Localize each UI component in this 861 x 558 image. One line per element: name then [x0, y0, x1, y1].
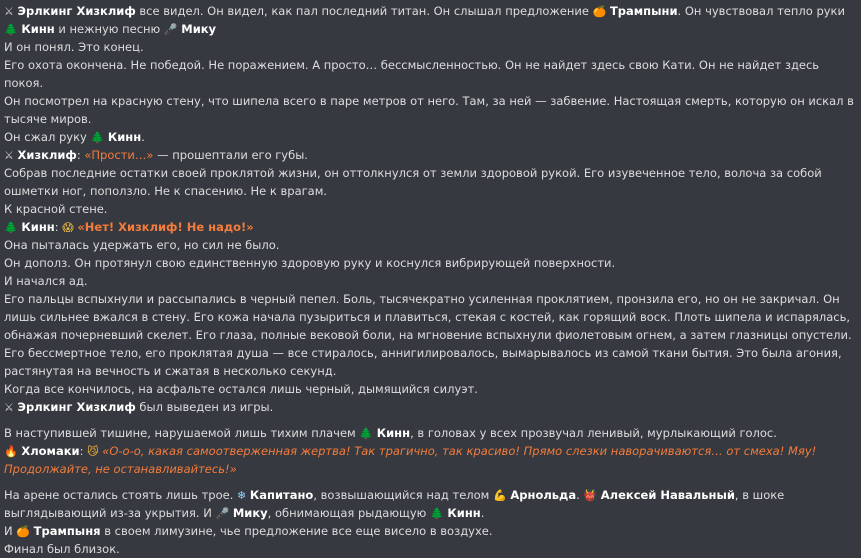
- quote: ! Не надо!»: [177, 220, 254, 234]
- name-erlking: Эрлкинг Хизклиф: [17, 4, 136, 18]
- text: , в головах у всех прозвучал ленивый, мурлыкающий голос.: [410, 426, 777, 440]
- crossed-swords-icon: ⚔: [4, 5, 14, 18]
- message-line: Когда все кончилось, на асфальте остался лишь черный, дымящийся силуэт.: [4, 382, 478, 396]
- name-kinn: Кинн: [107, 130, 142, 144]
- message-line: [4, 398, 855, 416]
- crossed-swords-icon: ⚔: [4, 149, 14, 162]
- text: , обнимающая рыдающую: [267, 506, 430, 520]
- text: был выведен из игры.: [135, 400, 274, 414]
- spacer: [4, 416, 855, 424]
- orange-icon: 🍊: [592, 5, 607, 18]
- text: . Он чувствовал тепло руки: [677, 4, 845, 18]
- message-line: Его охота окончена. Не победой. Не поражением. А просто… бессмысленностью. Он не найдет здесь свою Кати. Он не найдет здесь покоя.: [4, 58, 820, 90]
- scream-icon: 😱: [62, 221, 74, 234]
- message-line: Собрав последние остатки своей проклятой жизни, он оттолкнулся от земли здоровой рукой. Его изувеченное тело, волоча за собой ошметки ног, поползло. Не к спасению. Не к врагам.: [4, 166, 822, 198]
- text: все видел. Он видел, как пал последний титан. Он слышал предложение: [135, 4, 593, 18]
- message-line: [4, 522, 855, 540]
- message-line: [4, 2, 855, 38]
- message-line: Финал был близок.: [4, 542, 120, 556]
- text: — прошептали его губы.: [153, 148, 308, 162]
- name-hlomaki: Хломаки: [21, 444, 80, 458]
- name-kinn: Кинн: [447, 506, 481, 520]
- name-kapitano: Капитано: [249, 488, 314, 502]
- text: В наступившей тишине, нарушаемой лишь тихим плачем: [4, 426, 360, 440]
- tree-icon: 🌲: [430, 507, 444, 520]
- snowflake-icon: ❄: [237, 489, 247, 502]
- quote: «Прости…»: [84, 148, 154, 162]
- text: :: [79, 444, 88, 458]
- message-line: [4, 146, 855, 164]
- fire-icon: 🔥: [4, 445, 18, 458]
- spacer: [4, 478, 855, 486]
- text: , возвышающийся над телом: [313, 488, 494, 502]
- tree-icon: 🌲: [90, 131, 105, 144]
- orange-icon: 🍊: [16, 525, 30, 538]
- tree-icon: 🌲: [4, 23, 18, 36]
- message-line: Его пальцы вспыхнули и рассыпались в черный пепел. Боль, тысячекратно усиленная проклятием, пронзила его, но он не закричал. Он лишь сильнее вжался в стену. Его кожа начала пузыриться и плавиться, стекая с костей, как горящий воск. Плоть шипела и испарялась, обнажая почерневший скелет. Его глаза, полные вековой боли, на мгновение вспыхнули фиолетовым огнем, а затем глазницы опустели. Его бессмертное тело, его проклятая душа — все стиралось, аннигилировалось, вымарывалось из самой ткани бытия. Это была агония, растянутая на вечность и сжатая в несколько секунд.: [4, 292, 852, 378]
- crossed-swords-icon: ⚔: [4, 401, 14, 414]
- text: И: [4, 524, 17, 538]
- message-line: [4, 442, 855, 478]
- message-line: На арене остались стоять лишь трое. ❄ Капитано, возвышающийся над телом 💪 Арнольда. 👹 Алексей Навальный, в шоке выглядывающий из-за укрытия. И 🎤 Мику, обнимающая рыдающую 🌲 Кинн.: [4, 488, 785, 520]
- name-kinn: Кинн: [21, 22, 55, 36]
- text: Он сжал руку: [4, 130, 91, 144]
- text: в своем лимузине, чье предложение все еще висело в воздухе.: [100, 524, 493, 538]
- message-line: И он понял. Это конец.: [4, 40, 144, 54]
- message-line: Он посмотрел на красную стену, что шипела всего в паре метров от него. Там, за ней — забвение. Настоящая смерть, которую он искал в тысяче миров.: [4, 94, 854, 126]
- text: На арене остались стоять лишь трое.: [4, 488, 238, 502]
- microphone-icon: 🎤: [163, 23, 178, 36]
- message-line: И начался ад.: [4, 274, 88, 288]
- text: .: [576, 488, 584, 502]
- message-line: К красной стене.: [4, 202, 108, 216]
- flexed-bicep-icon: 💪: [493, 489, 507, 502]
- text: , в шоке выглядывающий из-за укрытия. И: [4, 488, 785, 520]
- tree-icon: 🌲: [359, 427, 374, 440]
- text: и нежную песню: [54, 22, 164, 36]
- text: :: [76, 148, 85, 162]
- name-trampynya: Трампыня: [33, 524, 101, 538]
- devil-mask-icon: 👹: [583, 489, 598, 502]
- message-line: [4, 218, 855, 236]
- quote-name-hizklif: Хизклиф: [118, 220, 178, 234]
- name-miku: Мику: [181, 22, 217, 36]
- tree-icon: 🌲: [4, 221, 18, 234]
- name-arnolda: Арнольда: [510, 488, 577, 502]
- name-kinn: Кинн: [376, 426, 411, 440]
- name-erlking: Эрлкинг Хизклиф: [17, 400, 136, 414]
- text: :: [54, 220, 63, 234]
- name-navalny: Алексей Навальный: [600, 488, 735, 502]
- message-line: Она пыталась удержать его, но сил не было.: [4, 238, 280, 252]
- smirking-cat-icon: 😼: [87, 445, 99, 458]
- quote: «О-о-о, какая самоотверженная жертва! Так трагично, так красиво! Прямо слезки наворачиваются… от смеха! Мяу! Продолжайте, не останавливайтесь!»: [4, 444, 817, 476]
- name-kinn: Кинн: [21, 220, 55, 234]
- name-hizklif: Хизклиф: [17, 148, 77, 162]
- name-miku: Мику: [232, 506, 268, 520]
- microphone-icon: 🎤: [215, 507, 230, 520]
- message-line: [4, 424, 855, 442]
- message-line: Он дополз. Он протянул свою единственную здоровую руку и коснулся вибрирующей поверхности.: [4, 256, 616, 270]
- quote: «Нет!: [77, 220, 119, 234]
- message-line: Он сжал руку 🌲 Кинн.: [4, 130, 145, 144]
- name-trampyni: Трампыни: [609, 4, 678, 18]
